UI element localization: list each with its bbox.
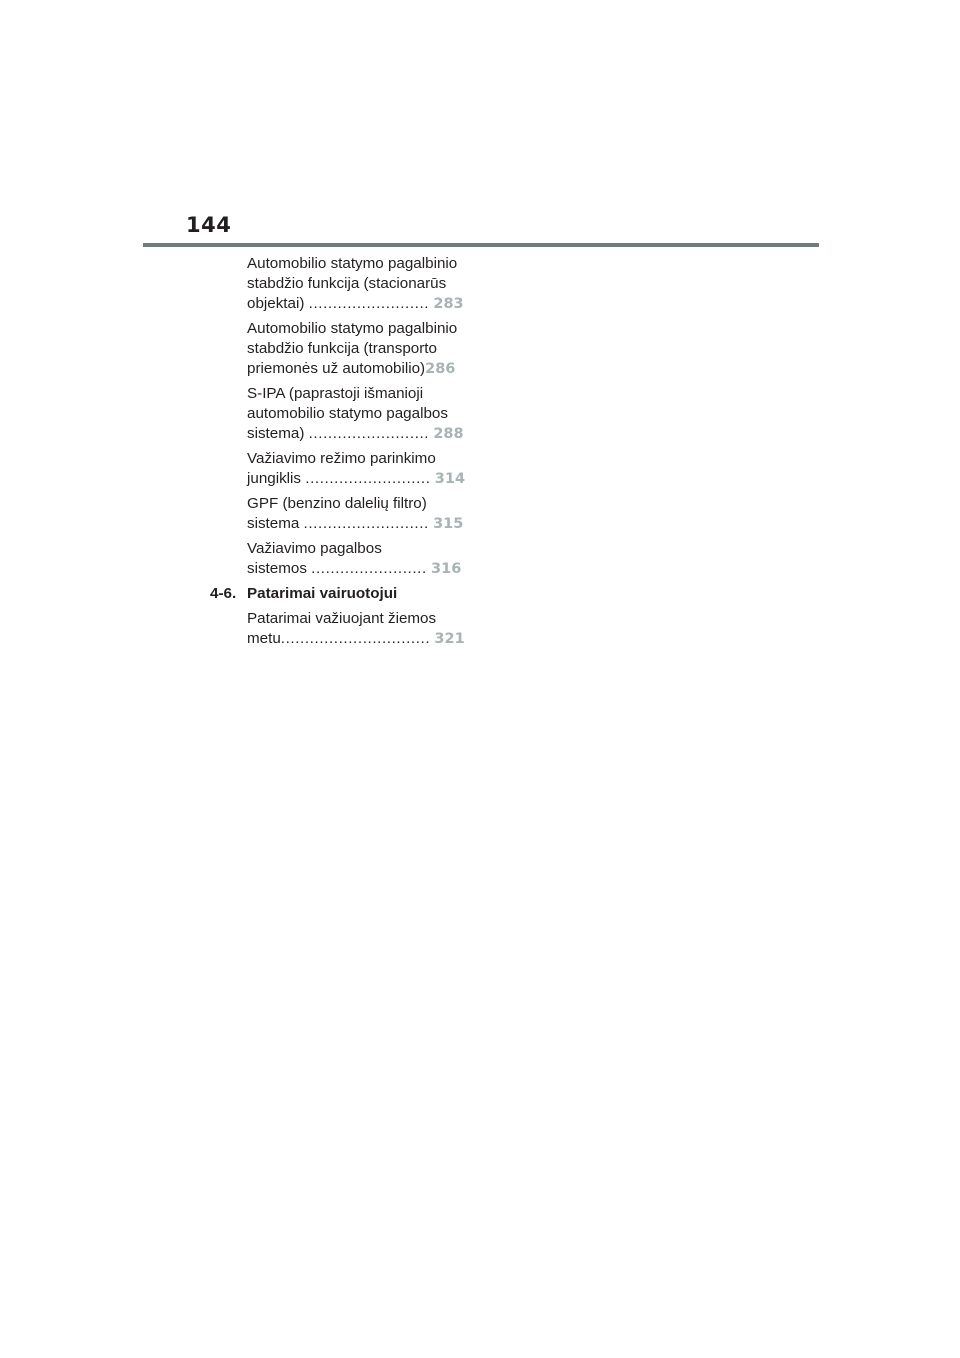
toc-entry-line: Patarimai važiuojant žiemos xyxy=(247,610,437,627)
toc-leader-dots: ......................... xyxy=(308,425,430,442)
toc-entry-line: stabdžio funkcija (transporto xyxy=(247,340,437,357)
toc-page-link[interactable]: 315 xyxy=(433,516,464,532)
toc-entry-text: objektai) xyxy=(247,295,309,312)
toc-entry-text: sistema) xyxy=(247,425,309,442)
toc-page-link[interactable]: 314 xyxy=(434,471,466,487)
toc-leader-dots: .......................... xyxy=(303,515,429,532)
toc-entry[interactable] xyxy=(247,449,480,489)
toc-entry-line xyxy=(247,469,480,489)
toc-entry-text: priemonės už automobilio) xyxy=(247,360,426,377)
toc-page-link[interactable]: 321 xyxy=(434,631,465,647)
toc-entry-text: metu xyxy=(247,630,281,647)
table-of-contents xyxy=(210,254,480,654)
toc-entry-line: Automobilio statymo pagalbinio xyxy=(247,320,458,337)
toc-entry-line xyxy=(247,559,480,579)
toc-page-link[interactable]: 316 xyxy=(431,561,462,577)
toc-page-link[interactable]: 283 xyxy=(433,296,464,312)
toc-entry[interactable] xyxy=(247,319,480,379)
toc-entry[interactable] xyxy=(247,609,480,649)
toc-entry-text: sistema xyxy=(247,515,304,532)
toc-entry-line xyxy=(247,359,480,379)
toc-leader-dots: ........................ xyxy=(311,560,427,577)
toc-entry-line xyxy=(247,514,480,534)
toc-entry-line: S-IPA (paprastoji išmanioji xyxy=(247,385,424,402)
toc-entry[interactable] xyxy=(247,494,480,534)
header-rule xyxy=(143,243,819,247)
section-title: Patarimai vairuotojui xyxy=(247,585,398,602)
toc-entry[interactable] xyxy=(247,254,480,314)
toc-entry-line: GPF (benzino dalelių filtro) xyxy=(247,495,427,512)
toc-entry-line: Važiavimo pagalbos xyxy=(247,540,382,557)
page-number: 144 xyxy=(186,213,232,237)
toc-entry-line: Automobilio statymo pagalbinio xyxy=(247,255,458,272)
toc-section-heading[interactable] xyxy=(210,584,480,604)
toc-entry-line: automobilio statymo pagalbos xyxy=(247,405,448,422)
toc-entry[interactable] xyxy=(247,384,480,444)
toc-entry-line xyxy=(247,424,480,444)
toc-leader-dots: ............................... xyxy=(280,630,431,647)
toc-leader-dots: ......................... xyxy=(308,295,430,312)
toc-page-link[interactable]: 286 xyxy=(425,361,456,377)
toc-entry-line xyxy=(247,629,480,649)
toc-entry-text: jungiklis xyxy=(247,470,306,487)
toc-leader-dots: .......................... xyxy=(305,470,431,487)
toc-page-link[interactable]: 288 xyxy=(433,426,464,442)
section-number: 4-6. xyxy=(210,585,237,602)
toc-entry-line xyxy=(247,294,480,314)
toc-entry-line: Važiavimo režimo parinkimo xyxy=(247,450,436,467)
toc-entry-text: sistemos xyxy=(247,560,312,577)
toc-entry[interactable] xyxy=(247,539,480,579)
toc-entry-line: stabdžio funkcija (stacionarūs xyxy=(247,275,447,292)
